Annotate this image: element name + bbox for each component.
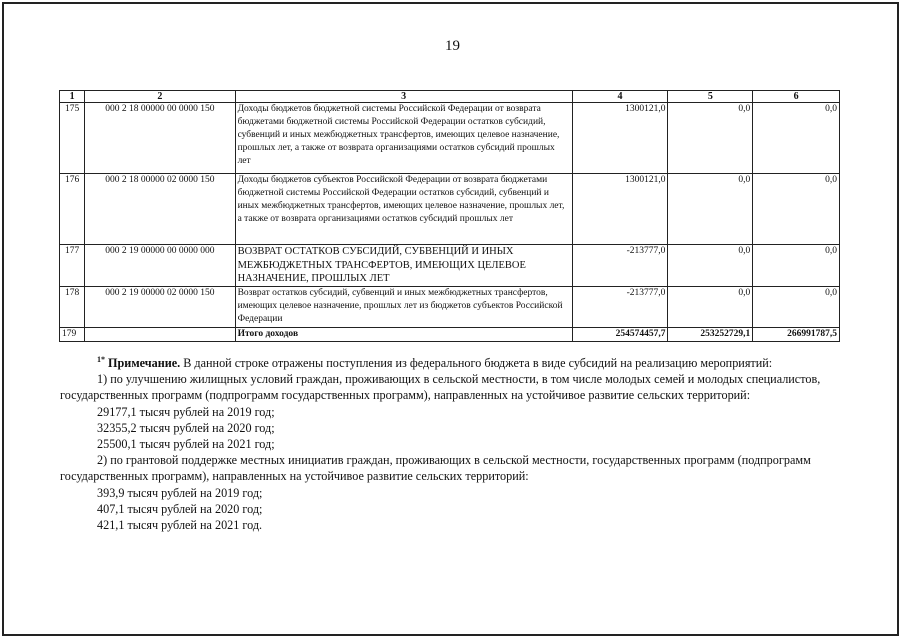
total-2021: 266991787,5	[753, 328, 840, 342]
value-2021: 0,0	[753, 174, 840, 245]
row-number: 178	[60, 287, 85, 328]
budget-code: 000 2 19 00000 02 0000 150	[85, 287, 235, 328]
value-2021: 0,0	[753, 287, 840, 328]
column-header: 6	[753, 91, 840, 103]
value-2019: -213777,0	[572, 287, 668, 328]
value-2020: 0,0	[668, 287, 753, 328]
budget-code: 000 2 18 00000 02 0000 150	[85, 174, 235, 245]
row-number: 179	[60, 328, 85, 342]
row-number: 175	[60, 103, 85, 174]
footnote-marker: 1*	[97, 355, 105, 364]
row-description: ВОЗВРАТ ОСТАТКОВ СУБСИДИЙ, СУБВЕНЦИЙ И ИНЫХ МЕЖБЮДЖЕТНЫХ ТРАНСФЕРТОВ, ИМЕЮЩИХ ЦЕЛЕВОЕ НАЗНАЧЕНИЕ, ПРОШЛЫХ ЛЕТ	[235, 245, 572, 287]
column-header: 4	[572, 91, 668, 103]
note-amount: 393,9 тысяч рублей на 2019 год;	[97, 485, 263, 500]
row-description: Доходы бюджетов субъектов Российской Федерации от возврата бюджетами бюджетной системы Российской Федерации остатков субсидий, субвенций и иных межбюджетных трансфертов, имеющих целевое назначение, прошлых лет, а также от возврата организациями остатков субсидий прошлых лет	[235, 174, 572, 245]
column-header: 3	[235, 91, 572, 103]
total-2020: 253252729,1	[668, 328, 753, 342]
total-2019: 254574457,7	[572, 328, 668, 342]
note-title: Примечание.	[108, 356, 181, 370]
total-row	[60, 328, 840, 342]
budget-code: 000 2 18 00000 00 0000 150	[85, 103, 235, 174]
page-number: 19	[445, 38, 460, 54]
column-header: 5	[668, 91, 753, 103]
column-header: 2	[85, 91, 235, 103]
value-2019: 1300121,0	[572, 103, 668, 174]
value-2020: 0,0	[668, 103, 753, 174]
footnote	[60, 352, 850, 533]
note-amount: 407,1 тысяч рублей на 2020 год;	[97, 501, 263, 516]
note-amount: 25500,1 тысяч рублей на 2021 год;	[97, 437, 275, 452]
value-2020: 0,0	[668, 245, 753, 287]
value-2019: -213777,0	[572, 245, 668, 287]
row-description: Возврат остатков субсидий, субвенций и иных межбюджетных трансфертов, имеющих целевое назначение, прошлых лет из бюджетов субъектов Российской Федерации	[235, 287, 572, 328]
note-intro-paragraph	[60, 352, 850, 371]
note-item-1: 1) по улучшению жилищных условий граждан, проживающих в сельской местности, в том числе молодых семей и молодых специалистов, государственных программ (подпрограмм государственных программ), направленных на устойчивое развитие сельских территорий:	[60, 372, 821, 403]
row-number: 177	[60, 245, 85, 287]
table-row	[60, 103, 840, 174]
table-row	[60, 287, 840, 328]
value-2019: 1300121,0	[572, 174, 668, 245]
budget-table	[59, 90, 840, 342]
note-item-2: 2) по грантовой поддержке местных инициатив граждан, проживающих в сельской местности, государственных программ (подпрограмм государственных программ), направленных на устойчивое развитие сельских территорий:	[60, 453, 811, 484]
note-intro: В данной строке отражены поступления из федерального бюджета в виде субсидий на реализацию мероприятий:	[183, 356, 773, 370]
total-label: Итого доходов	[235, 328, 572, 342]
budget-code: 000 2 19 00000 00 0000 000	[85, 245, 235, 287]
table-row	[60, 245, 840, 287]
value-2021: 0,0	[753, 245, 840, 287]
note-amount: 32355,2 тысяч рублей на 2020 год;	[97, 420, 275, 435]
value-2021: 0,0	[753, 103, 840, 174]
column-header: 1	[60, 91, 85, 103]
note-amount: 421,1 тысяч рублей на 2021 год.	[97, 518, 263, 533]
table-header-row	[60, 91, 840, 103]
row-description: Доходы бюджетов бюджетной системы Российской Федерации от возврата бюджетами бюджетной системы Российской Федерации остатков субсидий, субвенций и иных межбюджетных трансфертов, имеющих целевое назначение, прошлых лет, а также от возврата организациями остатков субсидий прошлых лет	[235, 103, 572, 174]
budget-code	[85, 328, 235, 342]
row-number: 176	[60, 174, 85, 245]
value-2020: 0,0	[668, 174, 753, 245]
note-amount: 29177,1 тысяч рублей на 2019 год;	[97, 404, 275, 419]
table-row	[60, 174, 840, 245]
